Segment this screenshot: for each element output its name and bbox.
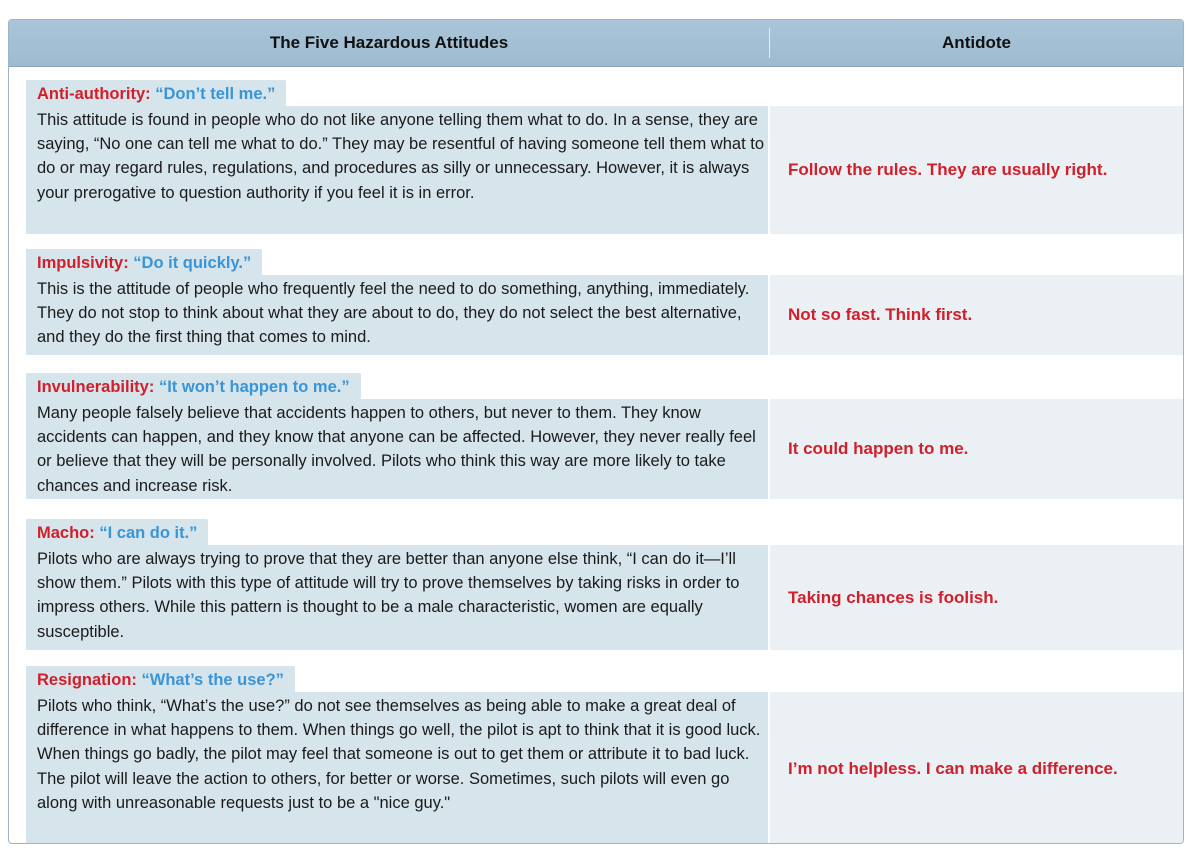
attitude-quote: “What’s the use?” (141, 671, 284, 689)
attitude-title (26, 249, 262, 275)
attitude-title (26, 80, 286, 106)
table-header (9, 20, 1183, 67)
attitude-description: Many people falsely believe that accidents happen to others, but never to them. They know accidents can happen, and they know that anyone can be affected. However, they never really feel or believe that they will be personally involved. Pilots who think this way are more likely to take chances and increase risk. (26, 399, 768, 499)
attitude-title (26, 373, 361, 399)
attitude-title (26, 666, 295, 692)
attitude-quote: “I can do it.” (99, 524, 198, 542)
attitude-description: Pilots who think, “What’s the use?” do not see themselves as being able to make a great deal of difference in what happens to them. When things go well, the pilot is apt to think that it is good luck. When things go badly, the pilot may feel that someone is out to get them or attribute it to bad luck. The pilot will leave the action to others, for better or worse. Sometimes, such pilots will even go along with unreasonable requests just to be a "nice guy." (26, 692, 768, 844)
attitude-quote: “Do it quickly.” (133, 254, 252, 272)
hazardous-attitudes-table (8, 19, 1184, 844)
attitude-description: Pilots who are always trying to prove that they are better than anyone else think, “I can do it—I’ll show them.” Pilots with this type of attitude will try to prove themselves by taking risks in order to impress others. While this pattern is thought to be a male characteristic, women are equally susceptible. (26, 545, 768, 650)
attitude-description: This is the attitude of people who frequently feel the need to do something, anything, immediately. They do not stop to think about what they are about to do, they do not select the best alternative, and they do the first thing that comes to mind. (26, 275, 768, 355)
attitude-name: Impulsivity: (37, 254, 129, 272)
table-row (9, 66, 1183, 234)
table-row (9, 355, 1183, 499)
attitude-name: Resignation: (37, 671, 137, 689)
antidote-text: It could happen to me. (770, 399, 1183, 499)
antidote-text: I’m not helpless. I can make a difference. (770, 692, 1183, 844)
attitude-description: This attitude is found in people who do not like anyone telling them what to do. In a sense, they are saying, “No one can tell me what to do.” They may be resentful of having someone tell them what to do or may regard rules, regulations, and procedures as silly or unnecessary. However, it is always your prerogative to question authority if you feel it is in error. (26, 106, 768, 234)
header-attitudes: The Five Hazardous Attitudes (269, 33, 509, 52)
table-row (9, 234, 1183, 355)
attitude-title (26, 519, 208, 545)
attitude-name: Macho: (37, 524, 95, 542)
antidote-text: Not so fast. Think first. (770, 275, 1183, 355)
attitude-name: Anti-authority: (37, 85, 151, 103)
antidote-text: Follow the rules. They are usually right. (770, 106, 1183, 234)
table-row (9, 650, 1183, 844)
attitude-name: Invulnerability: (37, 378, 155, 396)
antidote-text: Taking chances is foolish. (770, 545, 1183, 650)
attitude-quote: “It won’t happen to me.” (158, 378, 350, 396)
header-antidote: Antidote (942, 33, 1011, 52)
attitude-quote: “Don’t tell me.” (155, 85, 276, 103)
table-row (9, 499, 1183, 650)
